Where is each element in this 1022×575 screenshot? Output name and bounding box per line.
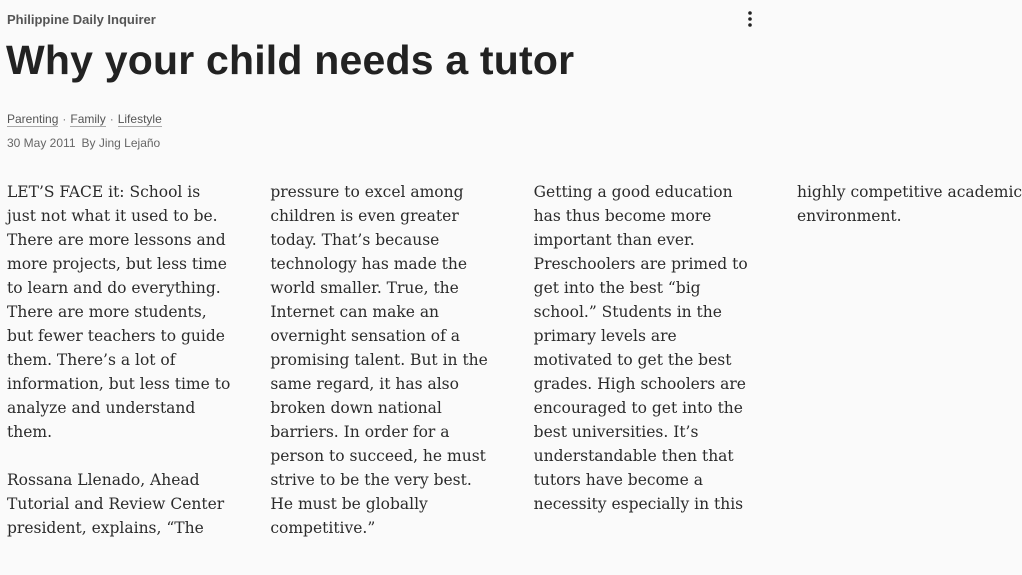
author: By Jing Lejaño <box>81 136 161 150</box>
byline <box>7 136 160 150</box>
publication-name: Philippine Daily Inquirer <box>7 12 156 27</box>
tag-lifestyle[interactable]: Lifestyle <box>117 112 162 126</box>
publish-date: 30 May 2011 <box>7 136 76 150</box>
article-paragraph: Rossana Llenado, Ahead Tutorial and Review Center president, explains, “The pressure to excel among children is even greater today. That’s because technology has made the world smaller. True, the Internet can make an overnight sensation of a promising talent. But in the same regard, it has also broken down national barriers. In order for a person to succeed, he must strive to be the very best. He must be globally competitive.” <box>7 183 488 537</box>
tag-separator: · <box>62 112 67 126</box>
article-body <box>7 180 1022 560</box>
tag-list <box>7 112 162 126</box>
more-vertical-icon <box>748 11 752 27</box>
more-options-button[interactable] <box>740 11 760 31</box>
article-paragraph: LET’S FACE it: School is just not what it used to be. There are more lessons and more projects, but less time to learn and do everything. There are more students, but fewer teachers to guide them. There’s a lot of information, but less time to analyze and understand them. <box>7 183 231 441</box>
tag-family[interactable]: Family <box>70 112 106 126</box>
article-paragraph: Getting a good education has thus become more important than ever. Preschoolers are primed to get into the best “big school.” Students in the primary levels are motivated to get the best grades. High schoolers are encouraged to get into the best universities. It’s understandable then that tutors have become a necessity especially in this highly competitive academic environment. <box>533 183 1022 513</box>
tag-parenting[interactable]: Parenting <box>7 112 59 126</box>
tag-separator: · <box>109 112 114 126</box>
article-title: Why your child needs a tutor <box>6 37 575 83</box>
